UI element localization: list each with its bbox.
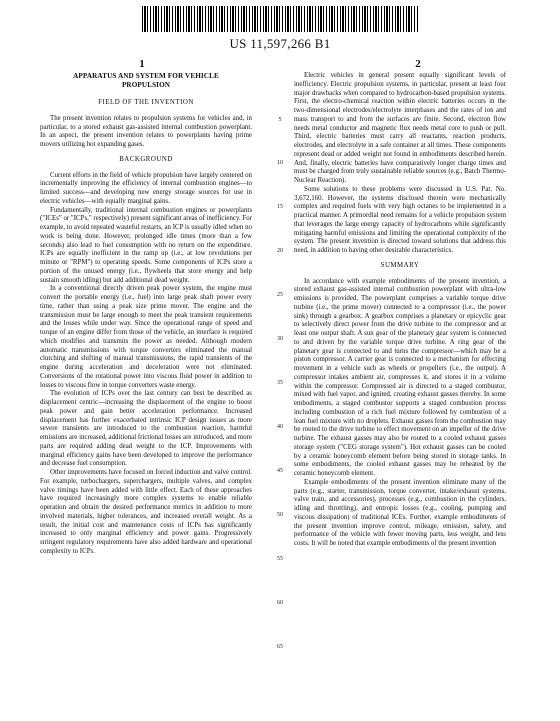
barcode	[142, 6, 418, 32]
background-paragraph: Fundamentally, traditional internal combustion engines or powerplants ("ICEs" or "ICPs," respectively) present significant areas of inefficiency. For example, to avoid repeated wasteful restarts, an ICP is usually idled when no work is being done. However, prolonged idle times (more than a few seconds) also lead to fuel consumption with no return on the expenditure. ICPs are equally inefficient in the ramp up (i.e., at low revolutions per minute or "RPM") to operating speeds. Some components of ICPs store a portion of the unused energy (i.e., flywheels that store energy and help sustain smooth idling) but add additional dead weight.	[40, 206, 252, 284]
line-number: 5	[278, 117, 282, 123]
background-heading: BACKGROUND	[119, 155, 173, 163]
title-line-1: APPARATUS AND SYSTEM FOR VEHICLE	[73, 72, 219, 80]
left-column	[40, 72, 252, 557]
line-number: 50	[277, 512, 283, 518]
patent-number: US 11,597,266 B1	[229, 36, 331, 51]
field-heading: FIELD OF THE INVENTION	[98, 99, 194, 106]
title-line-2: PROPULSION	[121, 81, 171, 89]
right-column	[294, 72, 506, 549]
body-paragraph: Electric vehicles in general present equally significant levels of inefficiency. Electric propulsion systems, in particular, present at least four major drawbacks when compared to hydrocarbon-based propulsion systems. First, the electro-chemical reaction within electric batteries occurs in the two-dimensional electrodes/electrolyte interphases and the rates of ion and mass transport to and from the surfaces are finite. Second, electron flow needs metal conductor and magnetic flux needs metal core to push or pull. Third, electric batteries must carry all reactants, reaction products, electrodes, and electrolyte in a safe container at all times. These components represent dead or added weight not found in embodiments described herein. And, finally, electric batteries have comparatively longer charge times and must be charged from truly sustainable reliable sources (e.g., Batch Thermo-Nuclear Reaction).	[294, 72, 506, 184]
line-number: 65	[277, 644, 283, 650]
line-number: 30	[277, 336, 283, 342]
background-paragraph: The evolution of ICPs over the last century can best be described as displacement centric—increasing the displacement of the engine to boost peak power and gain better acceleration performance. Increased displacement has further exacerbated intrinsic ICP design issues as more severe transients are introduced to the combustion reaction, harmful emissions are increased, additional frictional losses are introduced, and more parts are required adding dead weight to the ICP. Improvements with marginal efficiency gains have been developed to improve the performance and decrease fuel consumption.	[40, 390, 252, 468]
line-number: 45	[277, 468, 283, 474]
background-paragraph: Current efforts in the field of vehicle propulsion have largely centered on incrementally improving the efficiency of internal combustion engines—to limited success—and developing new energy storage sources for use in electric vehicles—with equally marginal gains.	[40, 171, 252, 205]
summary-paragraph: In accordance with example embodiments of the present invention, a stored exhaust gas-assisted internal combustion powerplant with ultra-low emissions is provided. The powerplant comprises a variable torque drive turbine (i.e., the prime mover) connected to a compressor (i.e., the power sink) through a gearbox. A gearbox comprises a planetary or epicyclic gear to selectively direct power from the drive turbine to the compressor and at least one output shaft. A sun gear of the planetary gear system is connected to and driven by the variable torque drive turbine. A ring gear of the planetary gear is connected to and turns the compressor—which may be a piston compressor. A carrier gear is connected to a mechanism for effecting movement in a vehicle such as wheels or propellers (i.e., the output). A compressor intakes ambient air, compresses it, and stores it in a volume within the compressor. Compressed air is directed to a staged combustor, mixed with fuel vapor, and ignited, creating exhaust gasses thereby. In some embodiments, a staged combustor supports a staged combustion process including combustion of a rich fuel mixture followed by combustion of a lean fuel mixture with no droplets. Exhaust gasses from the combustion may be routed to the drive turbine to effect movement on an impeller of the drive turbine. The exhaust gasses may also be routed to a cooled exhaust gasses storage system ("CEG storage system"). Hot exhaust gasses can be cooled by a ceramic honeycomb element before being stored in storage tanks. In some embodiments, the cooled exhaust gasses may be reheated by the ceramic honeycomb element.	[294, 277, 506, 477]
line-number: 25	[277, 292, 283, 298]
line-number: 35	[277, 380, 283, 386]
column-number-right: 2	[415, 58, 421, 70]
line-number: 60	[277, 600, 283, 606]
line-number: 20	[277, 248, 283, 254]
background-paragraph: Other improvements have focused on forced induction and valve control. For example, turbochargers, superchargers, multiple valves, and complex valve timings have been added with little effect. Each of these approaches have required increasingly more complex systems to enable reliable operation and obtain the desired performance metrics in addition to more involved materials, higher tolerances, and increased overall weight. As a result, the initial cost and maintenance costs of ICPs has significantly increased to only marginal efficiency and power gains. Progressively stringent regulatory requirements have also added hardware and operational complexity to ICPs.	[40, 469, 252, 555]
line-number: 40	[277, 424, 283, 430]
summary-heading: SUMMARY	[380, 261, 420, 269]
line-number: 55	[277, 556, 283, 562]
background-paragraph: In a conventional directly driven peak power system, the engine must convert the portable energy (i.e., fuel) into large peak shaft power every time, rather than using a peak size prime mover. The engine and the transmission must be large enough to meet the peak transient requirements and the losses while under way. Since the operational range of speed and torque of an engine differ from those of the vehicle, an interface is required which modifies and transmits the power as needed. Although modern automatic transmissions with torque converters eliminated the manual clutching and shifting of manual transmissions, the rapid transients of the engine during acceleration and deceleration were not eliminated. Conversions of the rotational power into viscous fluid power in addition to losses to viscous flow in torque converters waste energy.	[40, 285, 252, 389]
body-paragraph: Some solutions to these problems were discussed in U.S. Pat. No. 3,672,160. However, the systems disclosed therein were mechanically complex and required fuels with very high octanes to be implemented in a practical manner. A primordial need remains for a vehicle propulsion system that leverages the large energy capacity of hydrocarbons while significantly mitigating harmful emissions and limiting the operational complexity of the system. The present invention is directed toward solutions that address this need, in addition to having other desirable characteristics.	[294, 185, 506, 254]
summary-paragraph: Example embodiments of the present invention eliminate many of the parts (e.g., starter, transmission, torque converter, intake/exhaust systems, valve train, and accessories), processes (e.g., combustion in the cylinders, idling and throttling), and entropic losses (e.g., cooling, pumping and viscous dissipation) of traditional ICEs. Further, example embodiments of the present invention improve control, mileage, emission, safety, and performance of the vehicle with fewer moving parts, less weight, and less costs. It will be noted that example embodiments of the present invention	[294, 478, 506, 547]
field-paragraph: The present invention relates to propulsion systems for vehicles and, in particular, to a stored exhaust gas-assisted internal combustion powerplant. In an aspect, the present invention relates to powerplants having prime movers utilizing hot expanding gases.	[40, 114, 252, 148]
column-number-left: 1	[139, 58, 145, 70]
line-number: 15	[277, 204, 283, 210]
line-number: 10	[277, 160, 283, 166]
